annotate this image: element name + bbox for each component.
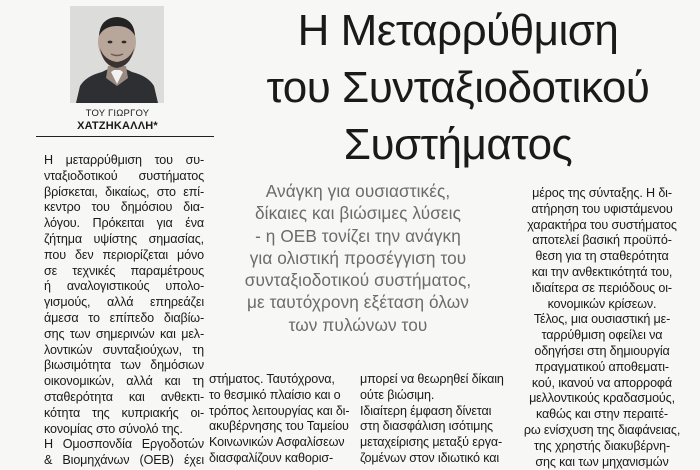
body-line: σε τεχνικές παραμέτρους <box>44 263 204 278</box>
body-line: γισμούς, αλλά επηρεάζει <box>44 295 204 310</box>
body-line: κονομικών κρίσεων. <box>547 296 657 311</box>
body-line: & Βιομηχάνων (ΟΕΒ) έχει <box>44 453 204 468</box>
author-photo <box>70 6 164 103</box>
headline-line: του Συνταξιοδοτικού <box>266 63 650 112</box>
body-line: κότητα της κυπριακής οι- <box>44 405 204 420</box>
body-line: καθώς και στην περαιτέ- <box>536 407 668 422</box>
body-line: Τέλος, μια ουσιαστική με- <box>533 312 671 327</box>
body-line: άμεσα το επίπεδο διαβίω- <box>44 310 204 325</box>
body-column-1 <box>44 153 204 469</box>
body-column-4 <box>508 186 696 470</box>
subhead-line: για ολιστική προσέγγιση του <box>249 247 467 268</box>
body-line: σταθερότητα και ανθεκτι- <box>44 389 204 404</box>
body-line: Κοινωνικών Ασφαλίσεων <box>209 435 345 450</box>
body-line: τρόπος λειτουργίας και δι- <box>209 403 350 418</box>
body-line: βρίσκεται, δικαίως, στο επί- <box>44 184 204 199</box>
body-line: ζομένων στον ιδιωτικό και <box>360 450 500 465</box>
body-line: ζήτημα υψίστης σημασίας, <box>44 231 204 246</box>
body-line: ταρρύθμιση οφείλει να <box>541 328 663 343</box>
body-line: που δεν περιορίζεται μόνο <box>44 247 204 262</box>
body-line: ατήρηση του υφιστάμενου <box>531 201 673 216</box>
body-line: μεταχείρισης μεταξύ εργα- <box>360 435 503 450</box>
subhead-line: των πυλώνων του <box>288 314 428 335</box>
body-column-2 <box>209 372 349 467</box>
body-line: θεση για τη σταθερότητα <box>535 249 669 264</box>
author-name: ΧΑΤΖΗΚΑΛΛΗ* <box>77 120 158 132</box>
body-column-3 <box>360 372 504 467</box>
body-line: πραγματικού αποθεματι- <box>535 359 669 374</box>
subhead-line: με ταυτόχρονη εξέταση όλων <box>246 292 470 313</box>
body-line: της χρηστής διακυβέρνη- <box>534 438 670 453</box>
body-line: ιδιαίτερα σε περιόδους οι- <box>532 280 672 295</box>
body-line: Η μεταρρύθμιση του συ- <box>44 153 204 167</box>
author-prefix: ΤΟΥ ΓΙΩΡΓΟΥ <box>85 108 150 119</box>
body-line: νταξιοδοτικού συστήματος <box>44 168 204 183</box>
body-line: μελλοντικούς κραδασμούς, <box>529 391 675 406</box>
article-headline <box>216 2 700 173</box>
body-line: μπορεί να θεωρηθεί δίκαιη <box>360 372 504 386</box>
body-line: σης των σημερινών και μελ- <box>44 326 204 341</box>
body-line: χαρακτήρα του συστήματος <box>527 217 677 232</box>
body-line: βιωσιμότητα των δημόσιων <box>44 358 204 373</box>
subhead-line: Ανάγκη για ουσιαστικές, <box>265 181 451 201</box>
body-line: κού, ικανού να απορροφά <box>531 375 673 390</box>
headline-line: Η Μεταρρύθμιση <box>297 6 619 55</box>
body-line: ρω ενίσχυση της διαφάνειας, <box>523 422 681 437</box>
body-line: κεντρο του δημόσιου δια- <box>44 200 204 215</box>
author-byline <box>60 108 175 132</box>
subhead-line: δίκαιες και βιώσιμες λύσεις <box>255 203 461 224</box>
body-line: ακυβέρνησης του Ταμείου <box>209 419 349 434</box>
subhead-line: συνταξιοδοτικού συστήματος, <box>244 270 472 291</box>
article-subheadline <box>222 180 494 336</box>
body-line: κονομίας στο σύνολό της. <box>44 421 183 436</box>
body-line: στήματος. Ταυτόχρονα, <box>209 372 335 386</box>
body-line: λόγου. Πρόκειται για ένα <box>44 216 204 231</box>
body-line: οικονομικών, αλλά και τη <box>44 374 204 389</box>
body-line: στη διασφάλιση ισότιμης <box>360 419 493 434</box>
body-line: το θεσμικό πλαίσιο και ο <box>209 387 341 402</box>
body-line: σης και των μηχανισμών <box>535 454 669 469</box>
headline-line: Συστήματος <box>343 120 573 169</box>
body-line: διασφαλίζουν καθορισ- <box>209 450 334 465</box>
body-line: ή αναλογιστικούς υπολο- <box>44 279 204 294</box>
body-line: ούτε βιώσιμη. <box>360 387 435 402</box>
body-line: και την ανθεκτικότητά του, <box>531 264 673 279</box>
body-line: αποτελεί βασική προϋπό- <box>532 233 672 248</box>
subhead-line: - η ΟΕΒ τονίζει την ανάγκη <box>255 225 461 246</box>
body-line: μέρος της σύνταξης. Η δι- <box>532 186 672 200</box>
author-portrait-image <box>70 6 164 103</box>
byline-divider <box>36 136 214 137</box>
body-line: λοντικών συνταξιούχων, τη <box>44 342 204 357</box>
body-line: Η Ομοσπονδία Εργοδοτών <box>44 437 204 452</box>
body-line: οδηγήσει στη δημιουργία <box>534 343 670 358</box>
body-line: Ιδιαίτερη έμφαση δίνεται <box>360 403 492 418</box>
